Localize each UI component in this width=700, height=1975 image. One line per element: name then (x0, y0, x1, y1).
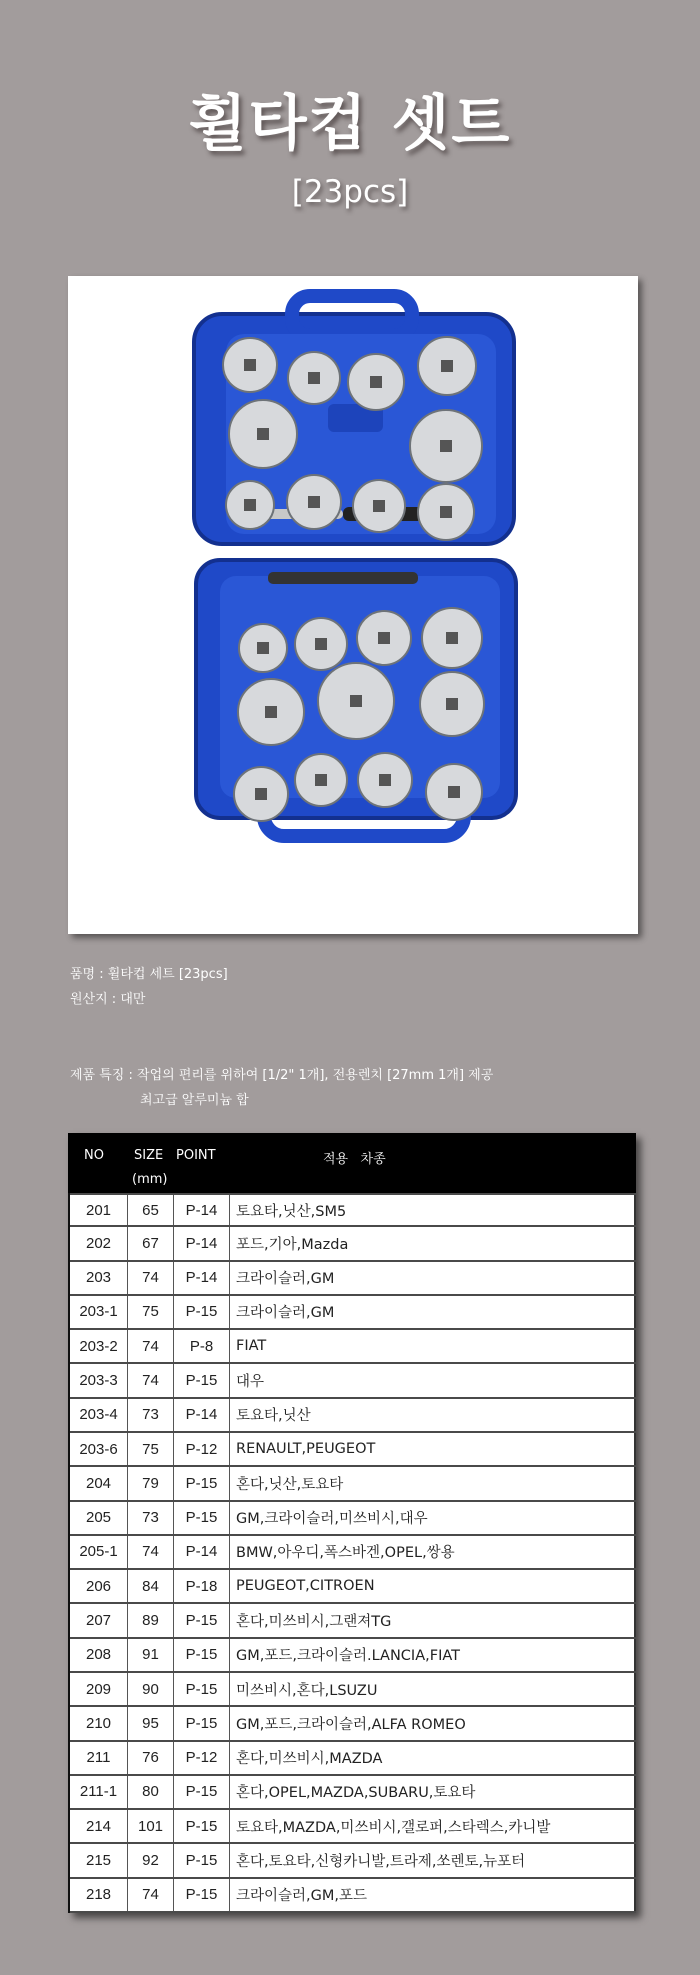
cup-square-drive (441, 360, 453, 372)
cell-no: 208 (70, 1639, 128, 1671)
cell-point: P-15 (174, 1296, 230, 1328)
cell-point: P-14 (174, 1195, 230, 1225)
table-row (70, 1844, 636, 1878)
cell-vehicles: GM,크라이슬러,미쓰비시,대우 (230, 1502, 636, 1534)
cell-no: 204 (70, 1467, 128, 1499)
table-row (70, 1399, 636, 1433)
page-subtitle: [23pcs] (291, 174, 409, 210)
table-row (70, 1296, 636, 1330)
cell-size: 74 (128, 1262, 174, 1294)
cell-point: P-15 (174, 1639, 230, 1671)
cell-size: 79 (128, 1467, 174, 1499)
cell-size: 84 (128, 1570, 174, 1602)
table-row (70, 1776, 636, 1810)
cell-no: 205-1 (70, 1536, 128, 1568)
cell-point: P-15 (174, 1776, 230, 1808)
cell-size: 91 (128, 1639, 174, 1671)
cell-point: P-8 (174, 1330, 230, 1362)
table-row (70, 1502, 636, 1536)
cup-square-drive (315, 638, 327, 650)
cup-square-drive (315, 774, 327, 786)
cell-vehicles: 미쓰비시,혼다,LSUZU (230, 1673, 636, 1705)
cup-square-drive (255, 788, 267, 800)
cell-no: 203-2 (70, 1330, 128, 1362)
cell-point: P-15 (174, 1502, 230, 1534)
cell-no: 211 (70, 1742, 128, 1774)
cell-size: 67 (128, 1227, 174, 1259)
table-row (70, 1879, 636, 1913)
cup-square-drive (308, 372, 320, 384)
cell-point: P-12 (174, 1433, 230, 1465)
cell-vehicles: 크라이슬러,GM (230, 1262, 636, 1294)
cell-size: 75 (128, 1433, 174, 1465)
cell-size: 89 (128, 1604, 174, 1636)
cell-vehicles: 혼다,미쓰비시,MAZDA (230, 1742, 636, 1774)
cell-size: 74 (128, 1364, 174, 1396)
table-row (70, 1742, 636, 1776)
cell-vehicles: PEUGEOT,CITROEN (230, 1570, 636, 1602)
cup-square-drive (446, 632, 458, 644)
table-row (70, 1330, 636, 1364)
cell-point: P-12 (174, 1742, 230, 1774)
cell-no: 215 (70, 1844, 128, 1876)
cell-no: 202 (70, 1227, 128, 1259)
cup-square-drive (370, 376, 382, 388)
cell-point: P-15 (174, 1879, 230, 1911)
header-point: POINT (176, 1148, 216, 1163)
cell-no: 203-6 (70, 1433, 128, 1465)
cell-no: 211-1 (70, 1776, 128, 1808)
table-header (68, 1133, 636, 1193)
cell-size: 73 (128, 1502, 174, 1534)
cell-point: P-14 (174, 1262, 230, 1294)
table-body (68, 1193, 636, 1913)
cell-vehicles: BMW,아우디,폭스바겐,OPEL,쌍용 (230, 1536, 636, 1568)
compatibility-table (68, 1133, 636, 1913)
table-row (70, 1707, 636, 1741)
cup-square-drive (378, 632, 390, 644)
cell-point: P-18 (174, 1570, 230, 1602)
cell-point: P-14 (174, 1227, 230, 1259)
cell-no: 203 (70, 1262, 128, 1294)
table-row (70, 1433, 636, 1467)
header-no: NO (84, 1148, 104, 1163)
product-photo (68, 276, 638, 934)
table-row (70, 1467, 636, 1501)
cell-point: P-14 (174, 1536, 230, 1568)
cup-square-drive (257, 642, 269, 654)
product-origin: 원산지 : 대만 (70, 992, 146, 1007)
cell-size: 101 (128, 1810, 174, 1842)
cell-size: 73 (128, 1399, 174, 1431)
cup-square-drive (440, 440, 452, 452)
cell-no: 207 (70, 1604, 128, 1636)
cell-no: 201 (70, 1195, 128, 1225)
cup-square-drive (265, 706, 277, 718)
cup-square-drive (440, 506, 452, 518)
cell-point: P-15 (174, 1604, 230, 1636)
cell-point: P-15 (174, 1810, 230, 1842)
cell-size: 74 (128, 1330, 174, 1362)
filter-cup-case-image (68, 276, 638, 934)
cell-vehicles: 혼다,OPEL,MAZDA,SUBARU,토요타 (230, 1776, 636, 1808)
product-feature-2: 최고급 알루미늄 합 (140, 1093, 249, 1108)
cup-square-drive (446, 698, 458, 710)
cell-size: 74 (128, 1879, 174, 1911)
cell-point: P-15 (174, 1844, 230, 1876)
cell-no: 203-3 (70, 1364, 128, 1396)
cell-size: 80 (128, 1776, 174, 1808)
cell-vehicles: 크라이슬러,GM (230, 1296, 636, 1328)
page-title: 휠타컵 셋트 (188, 89, 512, 159)
cup-square-drive (244, 359, 256, 371)
cup-square-drive (379, 774, 391, 786)
table-row (70, 1364, 636, 1398)
cell-size: 74 (128, 1536, 174, 1568)
cup-square-drive (350, 695, 362, 707)
header-size: SIZE (134, 1148, 164, 1163)
cell-point: P-15 (174, 1707, 230, 1739)
cell-point: P-15 (174, 1673, 230, 1705)
cell-size: 76 (128, 1742, 174, 1774)
cell-no: 205 (70, 1502, 128, 1534)
cell-vehicles: 크라이슬러,GM,포드 (230, 1879, 636, 1911)
cell-vehicles: GM,포드,크라이슬러.LANCIA,FIAT (230, 1639, 636, 1671)
cell-vehicles: 대우 (230, 1364, 636, 1396)
cell-size: 95 (128, 1707, 174, 1739)
cell-no: 214 (70, 1810, 128, 1842)
cell-size: 90 (128, 1673, 174, 1705)
product-name: 품명 : 휠타컵 세트 [23pcs] (70, 967, 228, 982)
cell-no: 210 (70, 1707, 128, 1739)
cup-square-drive (373, 500, 385, 512)
cell-vehicles: 토요타,닛산 (230, 1399, 636, 1431)
product-feature: 제품 특징 : 작업의 편리를 위하여 [1/2" 1개], 전용렌치 [27mm 1개] 제공 (70, 1068, 494, 1083)
cell-size: 92 (128, 1844, 174, 1876)
cell-no: 218 (70, 1879, 128, 1911)
cell-vehicles: FIAT (230, 1330, 636, 1362)
cell-no: 206 (70, 1570, 128, 1602)
header-vehicles: 적용 차종 (323, 1152, 386, 1167)
cell-vehicles: 토요타,닛산,SM5 (230, 1195, 636, 1225)
cell-point: P-15 (174, 1364, 230, 1396)
cup-square-drive (244, 499, 256, 511)
cell-vehicles: 토요타,MAZDA,미쓰비시,갤로퍼,스타렉스,카니발 (230, 1810, 636, 1842)
cup-square-drive (257, 428, 269, 440)
table-row (70, 1262, 636, 1296)
header-size-unit: (mm) (132, 1172, 168, 1187)
cell-point: P-15 (174, 1467, 230, 1499)
table-row (70, 1536, 636, 1570)
cell-no: 203-1 (70, 1296, 128, 1328)
cup-square-drive (308, 496, 320, 508)
cell-no: 203-4 (70, 1399, 128, 1431)
cell-vehicles: RENAULT,PEUGEOT (230, 1433, 636, 1465)
cell-vehicles: 혼다,미쓰비시,그랜져TG (230, 1604, 636, 1636)
table-row (70, 1193, 636, 1227)
cell-vehicles: 혼다,토요타,신형카니발,트라제,쏘렌토,뉴포터 (230, 1844, 636, 1876)
cell-point: P-14 (174, 1399, 230, 1431)
cell-no: 209 (70, 1673, 128, 1705)
cell-size: 65 (128, 1195, 174, 1225)
table-row (70, 1570, 636, 1604)
table-row (70, 1639, 636, 1673)
table-row (70, 1673, 636, 1707)
cell-vehicles: GM,포드,크라이슬러,ALFA ROMEO (230, 1707, 636, 1739)
cell-vehicles: 혼다,닛산,토요타 (230, 1467, 636, 1499)
table-row (70, 1604, 636, 1638)
table-row (70, 1810, 636, 1844)
cell-size: 75 (128, 1296, 174, 1328)
table-row (70, 1227, 636, 1261)
cup-square-drive (448, 786, 460, 798)
cell-vehicles: 포드,기아,Mazda (230, 1227, 636, 1259)
